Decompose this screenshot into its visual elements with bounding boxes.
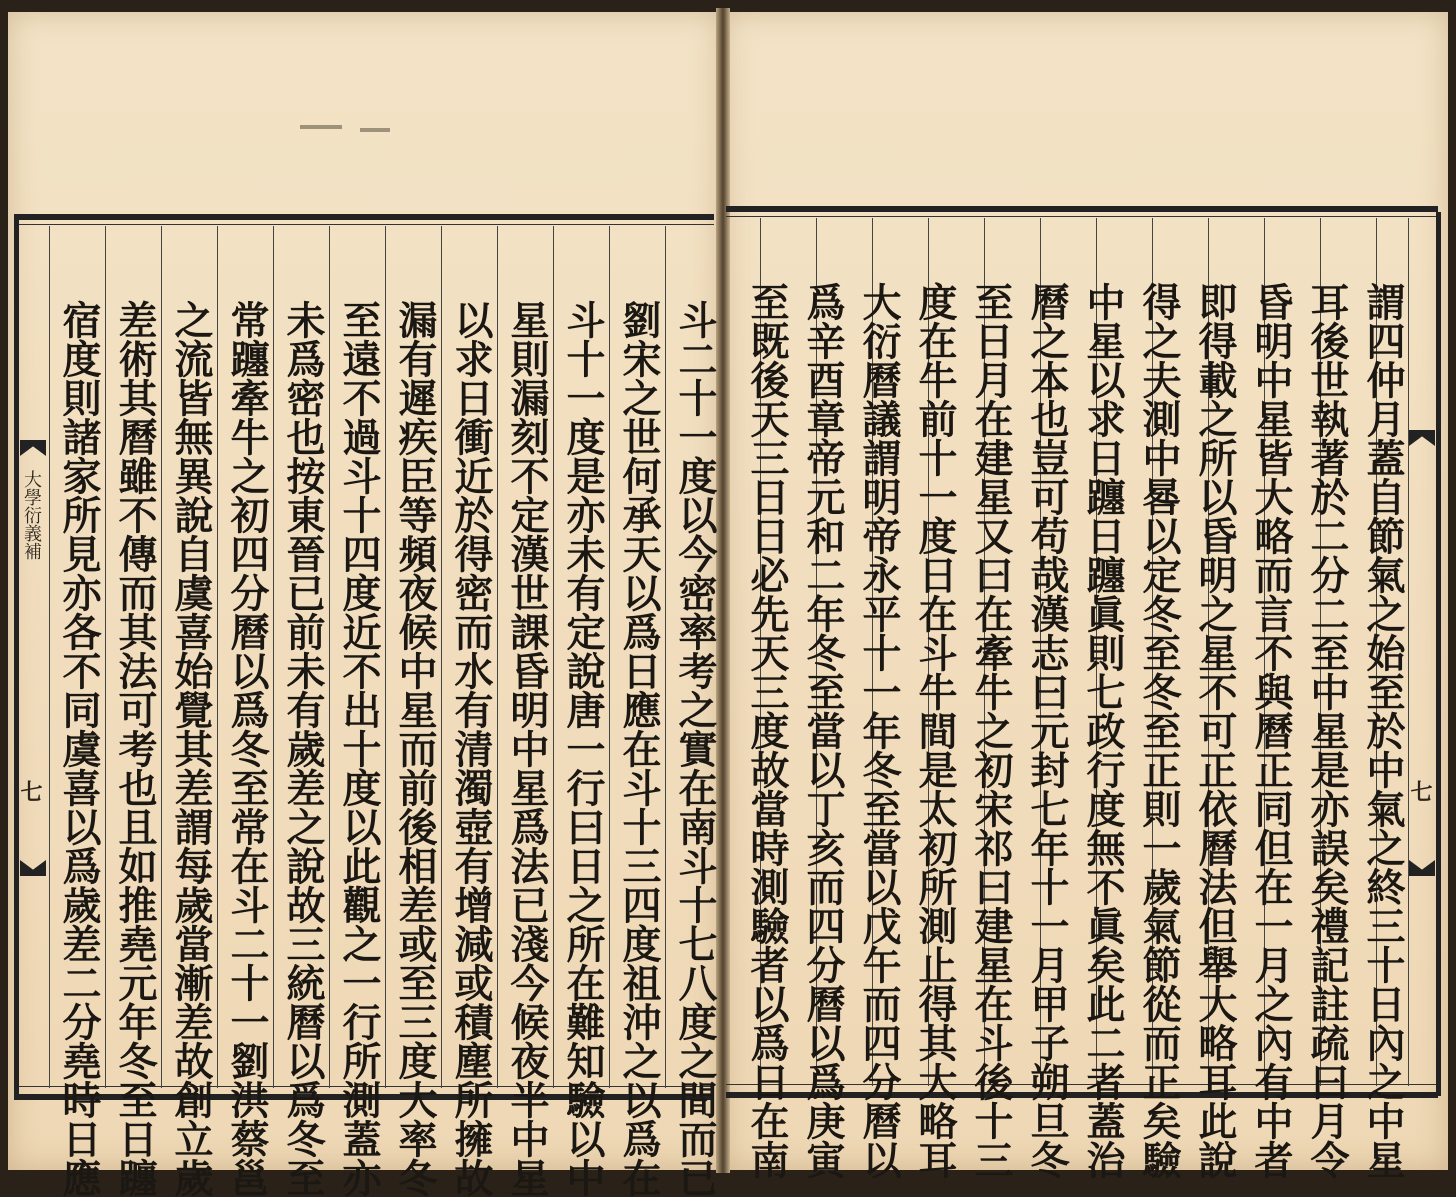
text-column: 昏明中星皆大略而言不與曆正同但在一月之內有中者 <box>1248 282 1294 1179</box>
margin-book-title: 大學衍義補 <box>21 470 42 560</box>
book-gutter <box>716 8 730 1173</box>
text-column: 曆之本也豈可苟哉漢志曰元封七年十一月甲子朔旦冬 <box>1024 282 1070 1179</box>
text-column: 度在牛前十一度日在斗牛間是太初所測止得其大略耳 <box>912 282 958 1179</box>
text-column: 宿度則諸家所見亦各不同虞喜以爲歲差二分堯時日應 <box>56 300 102 1197</box>
text-column: 常躔牽牛之初四分曆以爲冬至常在斗二十一劉洪蔡邕 <box>224 300 270 1197</box>
column-divider <box>1408 218 1409 1086</box>
margin-page-number: 七 <box>1407 780 1433 802</box>
ink-mark <box>300 125 342 129</box>
text-column: 謂四仲月蓋自節氣之始至於中氣之終三十日內之中星 <box>1360 282 1406 1179</box>
margin-page-number: 七 <box>17 780 43 802</box>
left-top-border <box>14 214 714 220</box>
text-column: 即得載之所以昏明之星不可正依曆法但舉大略耳此說 <box>1192 282 1238 1179</box>
text-column: 爲辛酉章帝元和二年冬至當以丁亥而四分曆以爲庚寅 <box>800 282 846 1179</box>
right-center-frame <box>1436 212 1441 1096</box>
text-column: 漏有遲疾臣等頻夜候中星而前後相差或至三度大率冬 <box>392 300 438 1197</box>
text-column: 至日月在建星又曰在牽牛之初宋祁曰建星在斗後十三 <box>968 282 1014 1179</box>
text-column: 以求日衝近於得密而水有清濁壺有增減或積塵所擁故 <box>448 300 494 1197</box>
text-column: 中星以求日躔日躔眞則七政行度無不眞矣此二者蓋治 <box>1080 282 1126 1179</box>
text-column: 斗十一度是亦未有定說唐一行曰日之所在難知驗以中 <box>560 300 606 1197</box>
text-column: 得之夫測中晷以定冬至冬至正則一歲氣節從而正矣驗 <box>1136 282 1182 1179</box>
right-top-border <box>726 206 1438 212</box>
ink-mark <box>360 128 390 132</box>
text-column: 耳後世執著於二分二至中星是亦誤矣禮記註疏曰月令 <box>1304 282 1350 1179</box>
text-column: 未爲密也按東晉已前未有歲差之說故三統曆以爲冬至 <box>280 300 326 1197</box>
left-top-inner-border <box>14 224 714 225</box>
text-column: 劉宋之世何承天以爲日應在斗十三四度祖沖之以爲在 <box>616 300 662 1197</box>
left-center-frame <box>14 220 19 1098</box>
text-column: 至遠不過斗十四度近不出十度以此觀之一行所測蓋亦 <box>336 300 382 1197</box>
text-column: 至既後天三日日必先天三度故當時測驗者以爲日在南 <box>744 282 790 1179</box>
text-column: 斗二十一度以今密率考之實在南斗十七八度之間而已 <box>672 300 718 1197</box>
right-top-inner-border <box>726 216 1438 217</box>
text-column: 大衍曆議謂明帝永平十一年冬至當以戊午而四分曆以 <box>856 282 902 1179</box>
text-column: 星則漏刻不定漢世課昏明中星爲法已淺今候夜半中星 <box>504 300 550 1197</box>
text-column: 之流皆無異說自虞喜始覺其差謂每歲當漸差故創立歲 <box>168 300 214 1197</box>
text-column: 差術其曆雖不傳而其法可考也且如推堯元年冬至日躔 <box>112 300 158 1197</box>
